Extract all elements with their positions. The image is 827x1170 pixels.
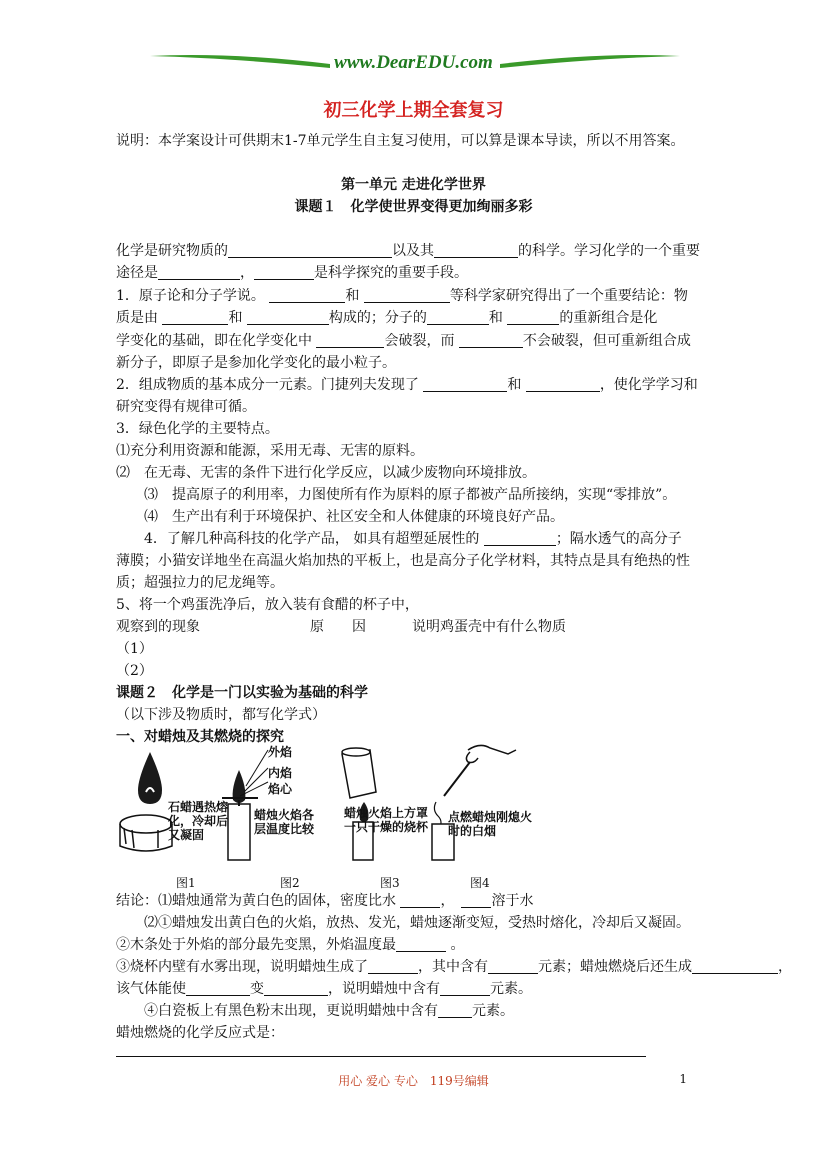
fig4-caption: 点燃蜡烛刚熄火时的白烟: [448, 810, 533, 838]
item-1-line-4: 新分子，即原子是参加化学变化的最小粒子。: [116, 355, 396, 371]
fig1-drawing: [120, 752, 172, 851]
doc-note: 说明：本学案设计可供期末1-7单元学生自主复习使用，可以算是课本导读，所以不用答案。: [116, 133, 685, 149]
fig2-label: 图2: [280, 876, 300, 890]
blank[interactable]: [438, 1003, 472, 1018]
lesson2-sub: （以下涉及物质时，都写化学式）: [116, 707, 326, 723]
blank[interactable]: [507, 310, 559, 325]
item-5: 5、将一个鸡蛋洗净后，放入装有食醋的杯子中，: [116, 597, 419, 613]
blank[interactable]: [228, 243, 392, 258]
blank[interactable]: [400, 893, 440, 908]
col-substance: 说明鸡蛋壳中有什么物质: [412, 619, 566, 635]
label-flame-core: 焰心: [268, 782, 293, 796]
fig1-caption: 石蜡遇热熔化，冷却后又凝固: [168, 800, 229, 842]
para-1-line-1: 化学是研究物质的 以及其 的科学。学习化学的一个重要: [116, 243, 700, 259]
fig2-caption: 蜡烛火焰各层温度比较: [254, 808, 315, 836]
unit-heading: 第一单元 走进化学世界: [341, 177, 486, 193]
blank[interactable]: [692, 959, 778, 974]
blank[interactable]: [440, 981, 490, 996]
fig1-label: 图1: [176, 876, 196, 890]
item-1-line-2: 质是由 和 构成的；分子的 和 的重新组合是化: [116, 310, 658, 326]
fig3-caption: 蜡烛火焰上方罩一只干燥的烧杯: [344, 806, 429, 834]
green-point-4: ⑷ 生产出有利于环境保护、社区安全和人体健康的环境良好产品。: [144, 509, 564, 525]
blank[interactable]: [488, 959, 538, 974]
blank[interactable]: [269, 288, 345, 303]
conclusion-3: ②木条处于外焰的部分最先变黑，外焰温度最 。: [116, 937, 465, 953]
green-point-2: ⑵ 在无毒、无害的条件下进行化学反应，以减少废物向环境排放。: [116, 465, 536, 481]
conclusion-4: ③烧杯内壁有水雾出现，说明蜡烛生成了 ，其中含有 元素；蜡烛燃烧后还生成 ，: [116, 959, 792, 975]
blank[interactable]: [316, 333, 384, 348]
conclusion-6: ④白瓷板上有黑色粉末出现，更说明蜡烛中含有 元素。: [144, 1003, 514, 1019]
item-3: 3．绿色化学的主要特点。: [116, 421, 279, 437]
blank[interactable]: [158, 265, 240, 280]
blank[interactable]: [526, 377, 600, 392]
label-inner-flame: 内焰: [268, 766, 293, 780]
item-4-line-3: 质；超强拉力的尼龙绳等。: [116, 575, 284, 591]
fig4-drawing: [432, 745, 516, 860]
blank[interactable]: [459, 333, 523, 348]
blank[interactable]: [368, 959, 418, 974]
conclusion-5: 该气体能使 变 ，说明蜡烛中含有 元素。: [116, 981, 532, 997]
conclusion-1: 结论：⑴蜡烛通常为黄白色的固体，密度比水 ， 溶于水: [116, 893, 534, 909]
blank[interactable]: [396, 937, 446, 952]
blank[interactable]: [364, 288, 450, 303]
blank[interactable]: [484, 531, 556, 546]
item-4-line-1: 4．了解几种高科技的化学产品， 如具有超塑延展性的 ；隔水透气的高分子: [144, 531, 682, 547]
col-phenomenon: 观察到的现象: [116, 619, 200, 635]
item-1-line-3: 学变化的基础，即在化学变化中 会破裂，而 不会破裂，但可重新组合成: [116, 333, 691, 349]
blank[interactable]: [186, 981, 250, 996]
footer-rule: [116, 1056, 646, 1057]
fig4-label: 图4: [470, 876, 490, 890]
blank[interactable]: [427, 310, 489, 325]
label-outer-flame: 外焰: [268, 745, 293, 759]
blank[interactable]: [247, 310, 329, 325]
lesson1-heading: 课题１ 化学使世界变得更加绚丽多彩: [294, 199, 533, 215]
item-1-line-1: 1．原子论和分子学说。 和 等科学家研究得出了一个重要结论：物: [116, 288, 688, 304]
blank[interactable]: [434, 243, 518, 258]
green-point-3: ⑶ 提高原子的利用率，力图使所有作为原料的原子都被产品所接纳，实现“零排放”。: [144, 487, 677, 503]
row-2: （2）: [116, 663, 153, 679]
page-number: 1: [679, 1072, 687, 1086]
fig3-drawing: [342, 748, 376, 860]
item-2-line-1: 2．组成物质的基本成分一元素。门捷列夫发现了 和 ，使化学学习和: [116, 377, 698, 393]
blank[interactable]: [162, 310, 228, 325]
green-point-1: ⑴充分利用资源和能源，采用无毒、无害的原料。: [116, 443, 424, 459]
site-logo: www.DearEDU.com: [334, 52, 493, 73]
page-title: 初三化学上期全套复习: [323, 100, 504, 121]
conclusion-2: ⑵①蜡烛发出黄白色的火焰，放热、发光，蜡烛逐渐变短，受热时熔化，冷却后又凝固。: [144, 915, 690, 931]
fig3-label: 图3: [380, 876, 400, 890]
footer-text: 用心 爱心 专心 119号编辑: [338, 1074, 489, 1088]
lesson2-heading: 课题２ 化学是一门以实验为基础的科学: [116, 685, 368, 701]
item-4-line-2: 薄膜；小猫安详地坐在高温火焰加热的平板上，也是高分子化学材料，其特点是具有绝热的性: [116, 553, 690, 569]
conclusion-7: 蜡烛燃烧的化学反应式是：: [116, 1025, 284, 1041]
blank[interactable]: [423, 377, 507, 392]
para-1-line-2: 途径是 ， 是科学探究的重要手段。: [116, 265, 468, 281]
blank[interactable]: [264, 981, 328, 996]
row-1: （1）: [116, 641, 153, 657]
blank[interactable]: [461, 893, 491, 908]
section-1-heading: 一、对蜡烛及其燃烧的探究: [116, 729, 284, 745]
col-reason: 原 因: [310, 619, 366, 635]
blank[interactable]: [254, 265, 314, 280]
item-2-line-2: 研究变得有规律可循。: [116, 399, 256, 415]
